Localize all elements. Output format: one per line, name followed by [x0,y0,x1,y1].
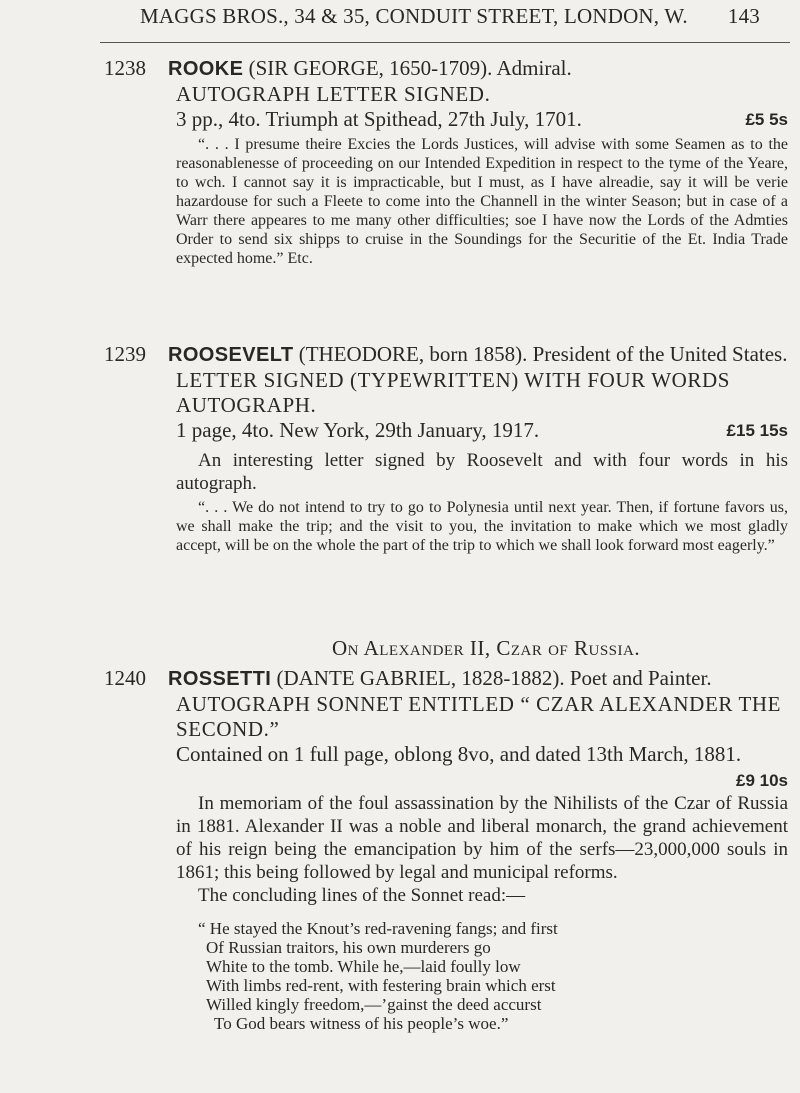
description-text: An interesting letter signed by Roosevelt and with four words in his autograph. [176,450,788,494]
item-details: 3 pp., 4to. Triumph at Spithead, 27th July, 1701. [176,107,582,131]
poem-line: Willed kingly freedom,—’gainst the deed accurst [206,995,542,1014]
description [176,449,788,495]
price: £5 5s [745,110,788,129]
lot-heading [168,342,788,368]
price: £9 10s [736,771,788,790]
poem-line: Of Russian traitors, his own murderers go [206,938,491,957]
running-header [140,4,760,29]
lot-heading [168,666,788,692]
author-name: ROSSETTI [168,668,272,690]
sonnet-intro [176,884,788,907]
poem-line: White to the tomb. While he,—laid foully low [206,957,521,976]
poem-line: To God bears witness of his people’s woe.” [214,1014,509,1033]
page-number: 143 [727,4,760,28]
quotation [176,135,788,268]
description [176,792,788,884]
item-details-row [176,418,788,443]
poem-line: “ He stayed the Knout’s red-ravening fangs; and first [198,919,558,938]
lot-number: 1238 [104,56,146,80]
header-address: MAGGS BROS., 34 & 35, CONDUIT STREET, LONDON, W. [140,4,688,28]
author-details: (DANTE GABRIEL, 1828-1882). Poet and Painter. [271,666,712,690]
item-details: 1 page, 4to. New York, 29th January, 1917. [176,418,540,442]
item-title: AUTOGRAPH LETTER SIGNED. [176,82,491,106]
item-title: LETTER SIGNED (TYPEWRITTEN) WITH FOUR WORDS AUTOGRAPH. [176,368,731,417]
author-details: (THEODORE, born 1858). President of the United States. [293,342,788,366]
section-heading: On Alexander II, Czar of Russia. [332,636,641,660]
lot-heading [168,56,788,82]
item-details-row [176,107,788,132]
price-row [176,767,788,792]
description-text: In memoriam of the foul assassination by the Nihilists of the Czar of Russia in 1881. Alexander II was a noble and liberal monarch, the grand achievement of his reign being the emancipation by him of the serfs—23,000,000 souls in 1861; this being followed by legal and municipal reforms. [176,793,788,883]
author-name: ROOKE [168,58,244,80]
author-details: (SIR GEORGE, 1650-1709). Admiral. [243,56,572,80]
header-rule [100,42,790,43]
sonnet-intro-text: The concluding lines of the Sonnet read:— [198,885,526,906]
quotation-text: “. . . We do not intend to try to go to Polynesia until next year. Then, if fortune favors us, we shall make the trip; and the visit to you, the invitation to make which we most gladly accept, will be on the whole the part of the trip to which we shall look forward most eagerly.” [176,499,788,554]
sonnet-lines [176,919,788,1033]
quotation-text: “. . . I presume theire Excies the Lords Justices, will advise with some Seamen as to the reasonablenesse of proceeding on our Intended Expedition in respect to the tyme of the Yeare, to wch. I cannot say it is impracticable, but I must, as I have alreadie, say it will be verie hazardouse for such a Fleete to come into the Channell in the winter Season; but in case of a Warr there appeares to me many other difficulties; soe I have now the Lords of the Admties Order to send six shipps to cruise in the Soundings for the Securitie of the Et. India Trade expected home.” Etc. [176,136,788,267]
author-name: ROOSEVELT [168,344,294,366]
quotation [176,498,788,555]
item-title: AUTOGRAPH SONNET ENTITLED “ CZAR ALEXANDER THE SECOND.” [176,692,782,741]
lot-number: 1240 [104,666,146,690]
poem-line: With limbs red-rent, with festering brain which erst [206,976,556,995]
price: £15 15s [726,421,788,440]
item-details: Contained on 1 full page, oblong 8vo, and dated 13th March, 1881. [176,742,742,766]
lot-number: 1239 [104,342,146,366]
